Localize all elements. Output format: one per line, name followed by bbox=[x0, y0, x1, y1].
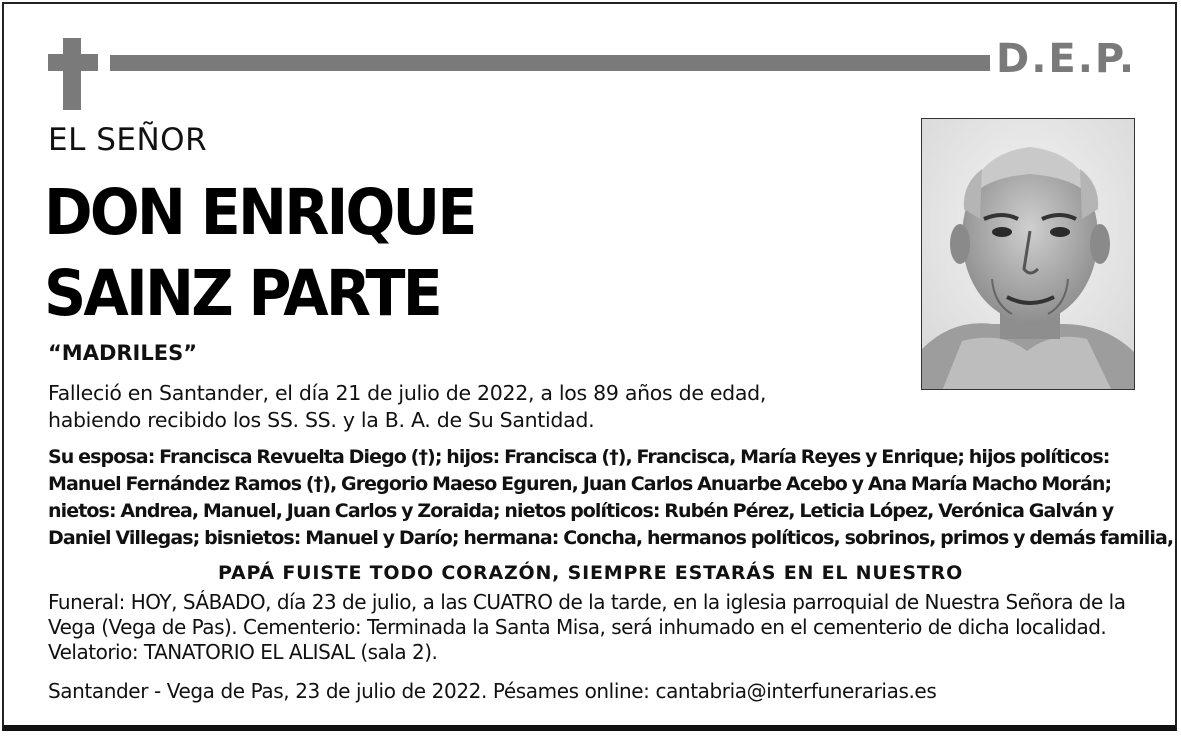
death-announcement-line1: Falleció en Santander, el día 21 de julio de 2022, a los 89 años de edad, bbox=[48, 381, 767, 405]
funeral-line: Vega (Vega de Pas). Cementerio: Terminada la Santa Misa, será inhumado en el cementerio de dicha localidad. bbox=[48, 615, 1107, 639]
dep-mark: D.E.P. bbox=[996, 36, 1137, 82]
family-list bbox=[48, 444, 1174, 552]
deceased-name-line2: SAINZ PARTE bbox=[44, 257, 440, 330]
deceased-name bbox=[44, 172, 475, 334]
footer-contact: Santander - Vega de Pas, 23 de julio de 2022. Pésames online: cantabria@interfunerarias.es bbox=[48, 679, 937, 703]
funeral-details bbox=[48, 590, 1158, 665]
header-rule bbox=[110, 55, 990, 71]
deceased-photo bbox=[921, 118, 1135, 390]
cross-icon-bar bbox=[48, 54, 98, 71]
funeral-line: Velatorio: TANATORIO EL ALISAL (sala 2). bbox=[48, 640, 438, 664]
family-line: Manuel Fernández Ramos (†), Gregorio Maeso Eguren, Juan Carlos Anuarbe Acebo y Ana María Macho Morán; bbox=[48, 473, 1112, 495]
funeral-line: Funeral: HOY, SÁBADO, día 23 de julio, a las CUATRO de la tarde, en la iglesia parroquial de Nuestra Señora de la bbox=[48, 590, 1126, 614]
motto: PAPÁ FUISTE TODO CORAZÓN, SIEMPRE ESTARÁS EN EL NUESTRO bbox=[217, 562, 964, 584]
family-line: Su esposa: Francisca Revuelta Diego (†); hijos: Francisca (†), Francisca, María Reyes y Enrique; hijos políticos: bbox=[48, 446, 1110, 468]
death-announcement-line2: habiendo recibido los SS. SS. y la B. A. de Su Santidad. bbox=[48, 408, 595, 432]
family-line: nietos: Andrea, Manuel, Juan Carlos y Zoraida; nietos políticos: Rubén Pérez, Leticia López, Verónica Galván y bbox=[48, 500, 1114, 522]
cross-icon bbox=[63, 38, 81, 110]
death-announcement bbox=[48, 380, 766, 434]
deceased-prefix: EL SEÑOR bbox=[48, 122, 208, 158]
deceased-name-line1: DON ENRIQUE bbox=[44, 176, 475, 249]
deceased-nickname: “MADRILES” bbox=[48, 341, 198, 365]
portrait-image bbox=[922, 119, 1135, 390]
family-line: Daniel Villegas; bisnietos: Manuel y Darío; hermana: Concha, hermanos políticos, sobrinos, primos y demás familia, bbox=[48, 527, 1174, 549]
